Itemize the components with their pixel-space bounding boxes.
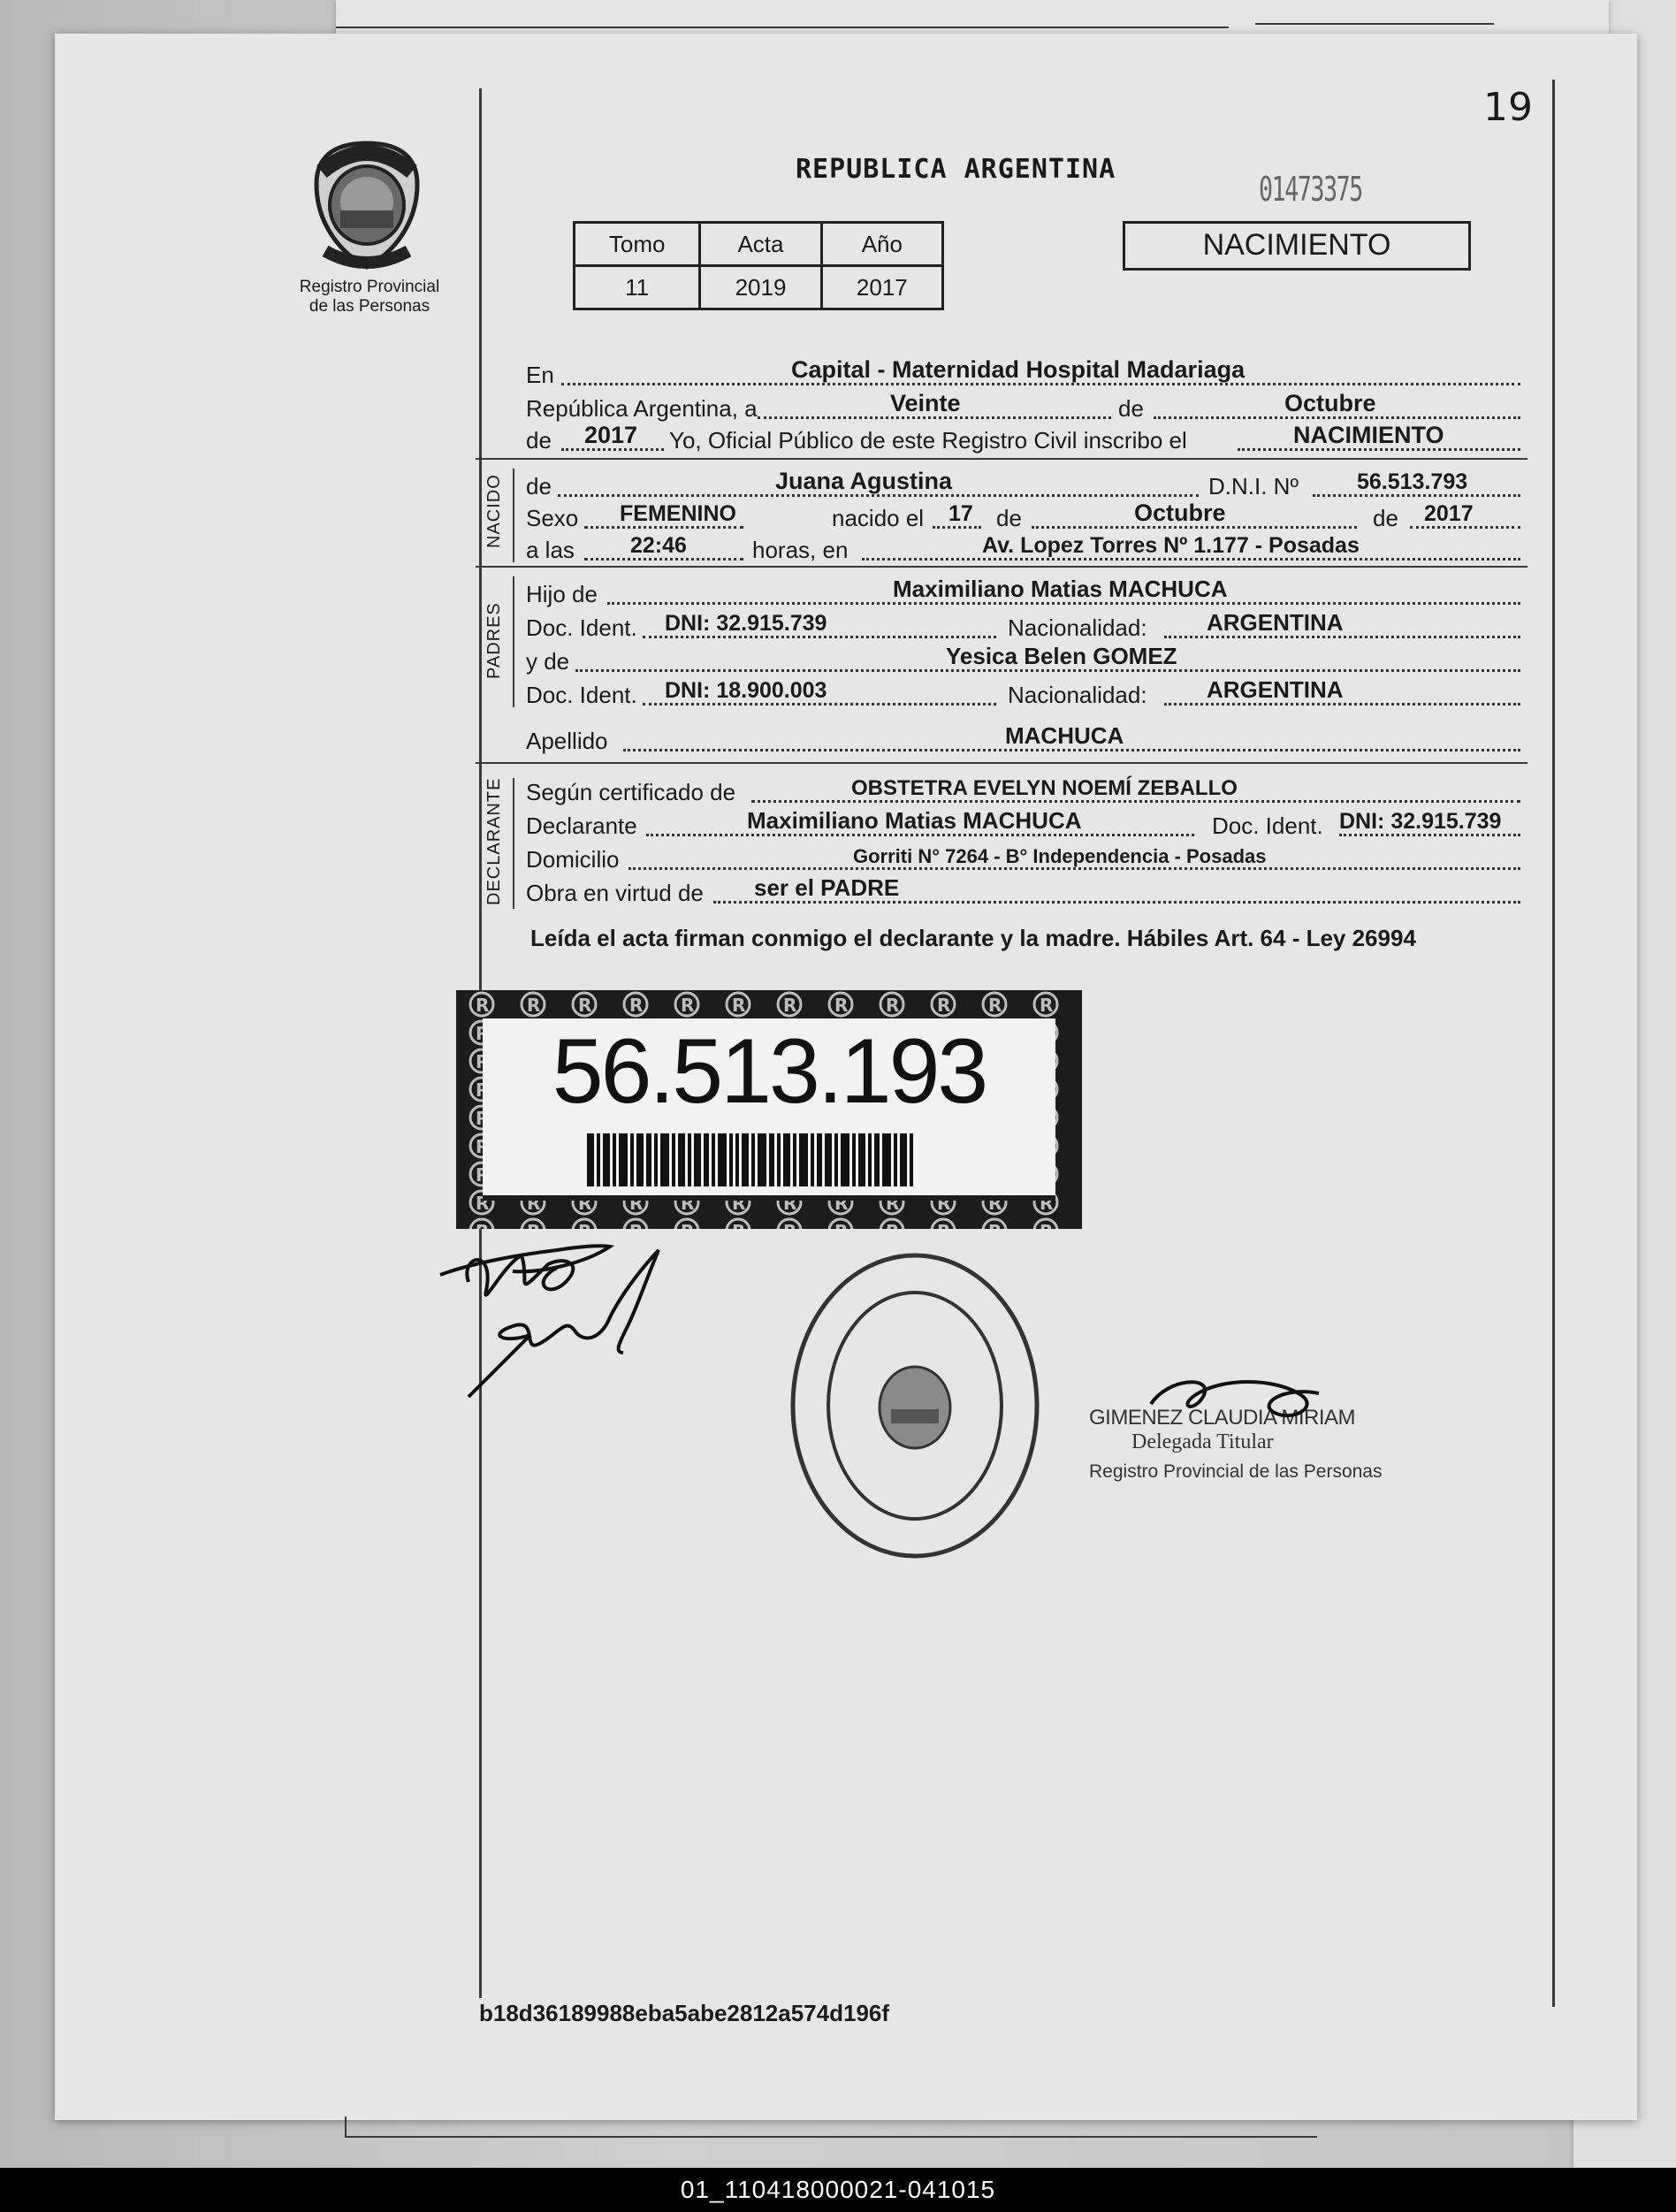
label-a-las: a las: [526, 537, 575, 563]
value-month: Octubre: [1284, 390, 1376, 416]
value-father-name: Maximiliano Matias MACHUCA: [893, 576, 1228, 602]
label-nacido-el: nacido el: [832, 505, 925, 531]
label-de: de: [996, 505, 1022, 531]
row-en: [526, 357, 1525, 391]
crest-caption-line2: de las Personas: [309, 297, 430, 316]
official-name: GIMENEZ CLAUDIA MIRIAM: [1089, 1406, 1356, 1430]
country-title: REPUBLICA ARGENTINA: [796, 154, 1116, 185]
label-sexo: Sexo: [526, 505, 579, 531]
section-label-declarante: DECLARANTE: [484, 777, 504, 905]
value-child-name: Juana Agustina: [775, 468, 953, 494]
value-place: Capital - Maternidad Hospital Madariaga: [791, 356, 1246, 383]
label-y-de: y de: [526, 648, 570, 675]
file-id-footer: 01_110418000021-041015: [0, 2168, 1676, 2212]
book-table-header: Año: [821, 223, 942, 266]
value-mother-name: Yesica Belen GOMEZ: [946, 643, 1177, 669]
row-father-doc: [526, 610, 1525, 644]
value-certificado: OBSTETRA EVELYN NOEMÍ ZEBALLO: [851, 776, 1238, 800]
value-year: 2017: [584, 422, 638, 448]
label-doc-ident: Doc. Ident.: [1212, 812, 1323, 839]
value-birth-day: 17: [948, 501, 973, 526]
official-office: Registro Provincial de las Personas: [1089, 1461, 1383, 1482]
value-domicilio: Gorriti N° 7264 - B° Independencia - Posadas: [853, 845, 1267, 867]
value-birth-place: Av. Lopez Torres Nº 1.177 - Posadas: [982, 533, 1360, 558]
misiones-crest-icon: [309, 140, 424, 271]
row-nacido-hora: [526, 532, 1525, 566]
row-republica: [526, 391, 1525, 424]
barcode-bars: [587, 1133, 958, 1186]
section-bracket: [513, 469, 514, 562]
row-obra: [526, 875, 1525, 909]
value-obra: ser el PADRE: [754, 874, 900, 901]
label-certificado: Según certificado de: [526, 779, 736, 805]
page-number: 19: [1483, 85, 1533, 130]
official-role: Delegada Titular: [1131, 1430, 1274, 1453]
row-nacido-name: [526, 469, 1525, 502]
section-label-padres: PADRES: [484, 602, 504, 679]
barcode-label: [483, 1018, 1055, 1195]
label-republica: República Argentina, a: [526, 395, 758, 422]
official-signature-block: [1089, 1406, 1383, 1483]
label-domicilio: Domicilio: [526, 846, 620, 873]
right-margin-rule: [1552, 80, 1555, 2007]
document-hash: b18d36189988eba5abe2812a574d196f: [479, 2000, 890, 2026]
row-declarante: [526, 808, 1525, 842]
barcode-number: 56.513.193: [552, 1020, 987, 1123]
value-sexo: FEMENINO: [620, 501, 736, 526]
value-birth-month: Octubre: [1134, 500, 1226, 526]
label-de: de: [526, 427, 552, 454]
value-father-doc: DNI: 32.915.739: [665, 611, 827, 636]
book-table-cell: 2017: [821, 266, 942, 309]
section-label-nacido: NACIDO: [484, 474, 504, 548]
label-obra-en-virtud: Obra en virtud de: [526, 880, 704, 906]
value-day: Veinte: [890, 390, 961, 416]
section-bracket: [513, 778, 514, 909]
section-bracket: [513, 576, 514, 707]
value-birth-year: 2017: [1424, 501, 1474, 526]
row-certificado: [526, 774, 1525, 808]
label-hijo-de: Hijo de: [526, 581, 598, 607]
value-mother-nationality: ARGENTINA: [1207, 676, 1344, 703]
section-divider: [476, 458, 1527, 460]
back-sheet-line: [345, 2136, 1317, 2138]
value-birth-time: 22:46: [630, 533, 687, 558]
official-signature: [1142, 1369, 1328, 1439]
book-table-header: Tomo: [575, 223, 700, 266]
label-dni: D.N.I. Nº: [1208, 473, 1299, 500]
official-seal-icon: [787, 1248, 1043, 1563]
value-record-type: NACIMIENTO: [1293, 422, 1444, 448]
label-apellido: Apellido: [526, 728, 608, 754]
crest-caption: [281, 278, 458, 317]
section-divider: [476, 566, 1527, 568]
back-sheet-line: [336, 27, 1229, 28]
row-domicilio: [526, 842, 1525, 875]
label-de: de: [1118, 395, 1144, 422]
section-divider: [476, 762, 1527, 764]
declarant-signature: [433, 1229, 689, 1406]
value-father-nationality: ARGENTINA: [1207, 609, 1344, 636]
book-table: [573, 221, 944, 310]
label-doc-ident: Doc. Ident.: [526, 614, 637, 641]
signing-note: Leída el acta firman conmigo el declarante y la madre. Hábiles Art. 64 - Ley 26994: [530, 925, 1416, 951]
row-hijo-de: [526, 576, 1525, 610]
book-table-cell: 11: [575, 266, 700, 309]
value-declarante-doc: DNI: 32.915.739: [1339, 809, 1502, 834]
label-inscribo: Yo, Oficial Público de este Registro Civil inscribo el: [669, 427, 1187, 454]
back-sheet-line: [1255, 23, 1494, 25]
record-type-box: NACIMIENTO: [1123, 221, 1471, 271]
value-child-dni: 56.513.793: [1357, 469, 1468, 494]
book-table-header: Acta: [700, 223, 821, 266]
back-sheet-line: [345, 2117, 347, 2138]
serial-number: 01473375: [1259, 170, 1362, 209]
value-mother-doc: DNI: 18.900.003: [665, 678, 827, 703]
label-declarante: Declarante: [526, 812, 637, 839]
row-nacido-sexo: [526, 500, 1525, 534]
value-apellido: MACHUCA: [1005, 722, 1124, 749]
label-horas-en: horas, en: [752, 537, 849, 563]
book-table-cell: 2019: [700, 266, 821, 309]
label-nacionalidad: Nacionalidad:: [1008, 614, 1147, 641]
crest-caption-line1: Registro Provincial: [299, 278, 440, 296]
label-nacionalidad: Nacionalidad:: [1008, 682, 1147, 708]
label-doc-ident: Doc. Ident.: [526, 682, 637, 708]
row-inscribo: [526, 423, 1525, 456]
row-y-de: [526, 644, 1525, 677]
label-de: de: [1373, 505, 1398, 531]
label-en: En: [526, 362, 554, 388]
barcode-sticker: [456, 990, 1082, 1229]
row-apellido: [526, 723, 1525, 757]
value-declarante: Maximiliano Matias MACHUCA: [747, 807, 1082, 834]
label-de: de: [526, 473, 552, 500]
row-mother-doc: [526, 677, 1525, 711]
